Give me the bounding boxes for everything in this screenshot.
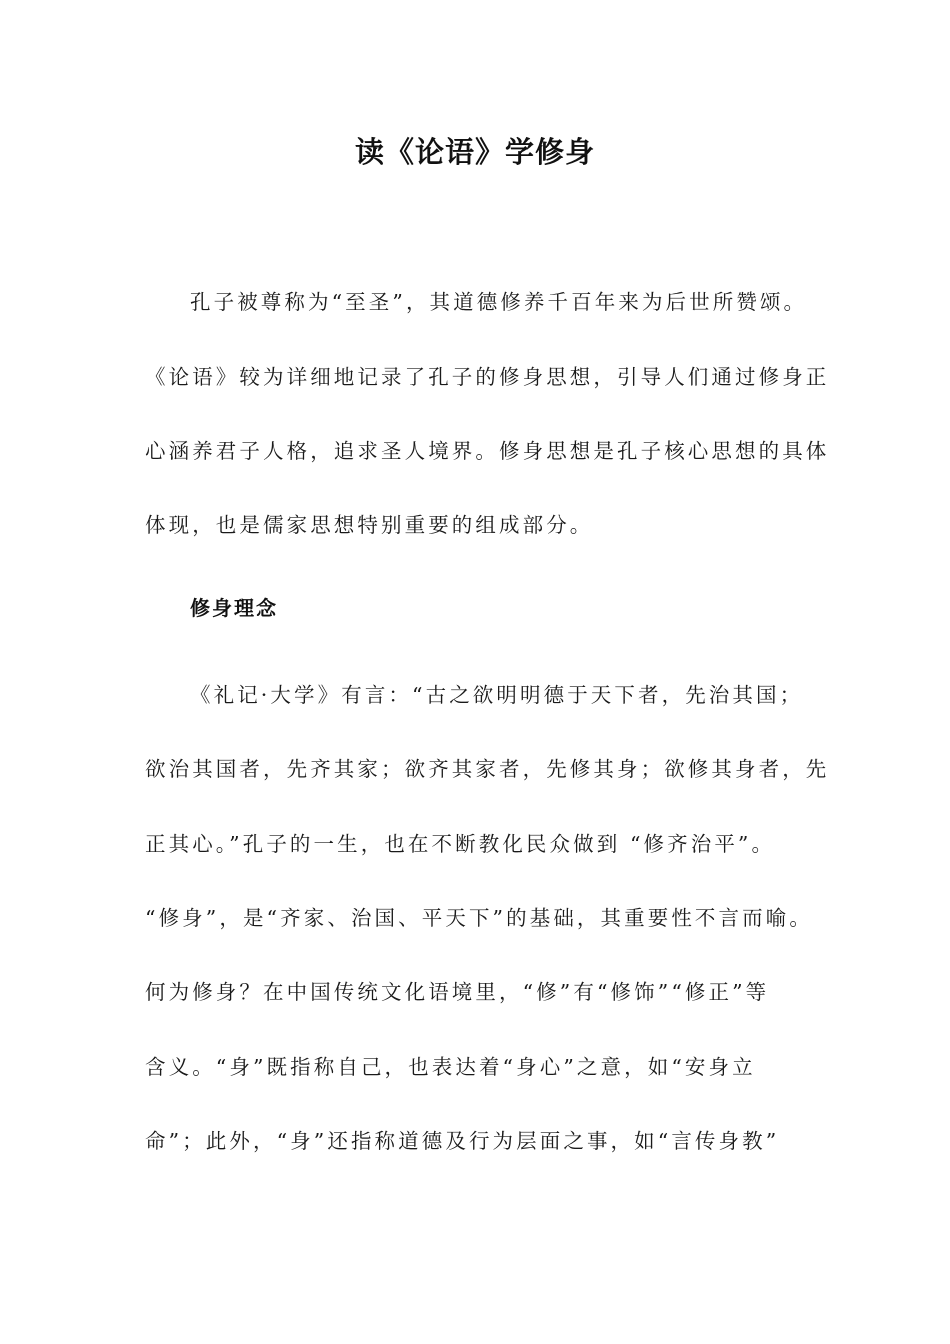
section-heading: 修身理念 [190,596,278,620]
paragraph-line: 体现，也是儒家思想特别重要的组成部分。 [145,513,594,537]
paragraph-line: 欲治其国者，先齐其家；欲齐其家者，先修其身；欲修其身者，先 [145,757,830,781]
paragraph-line: “修身”，是“齐家、治国、平天下”的基础，其重要性不言而喻。 [145,906,813,930]
paragraph-line: 何为修身？在中国传统文化语境里，“修”有“修饰”“修正”等 [145,980,770,1004]
paragraph-line: 孔子被尊称为“至圣”，其道德修养千百年来为后世所赞颂。 [190,290,808,314]
paragraph-line: 命”；此外，“身”还指称道德及行为层面之事，如“言传身教” [145,1129,780,1153]
paragraph-line: 心涵养君子人格，追求圣人境界。修身思想是孔子核心思想的具体 [145,439,830,463]
paragraph-line: 《礼记·大学》有言：“古之欲明明德于天下者，先治其国； [190,683,804,707]
paragraph-line: 含义。“身”既指称自己，也表达着“身心”之意，如“安身立 [145,1055,756,1079]
paragraph-line: 《论语》较为详细地记录了孔子的修身思想，引导人们通过修身正 [145,365,830,389]
document-title: 读《论语》学修身 [354,135,595,169]
paragraph-line: 正其心。”孔子的一生，也在不断教化民众做到 “修齐治平”。 [145,832,776,856]
